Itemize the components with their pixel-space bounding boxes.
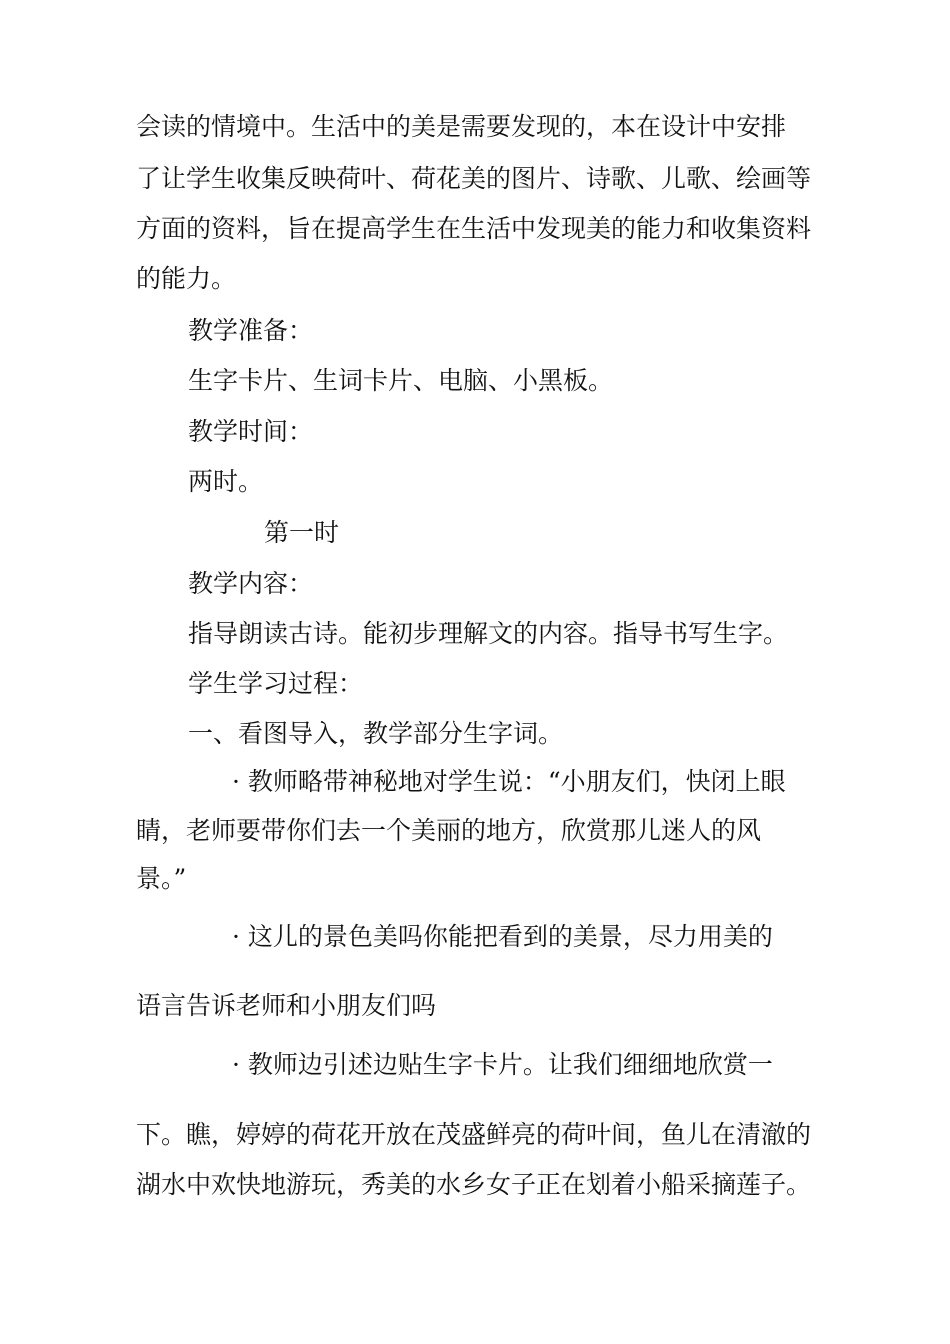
text-line: 下。瞧，婷婷的荷花开放在茂盛鲜亮的荷叶间，鱼儿在清澈的 [136, 1120, 812, 1149]
text-line: 一、看图导入，教学部分生字词。 [188, 719, 564, 748]
text-line: 指导朗读古诗。能初步理解文的内容。指导书写生字。 [188, 619, 789, 648]
section-heading: 教学时间： [188, 417, 314, 446]
text-line: 了让学生收集反映荷叶、荷花美的图片、诗歌、儿歌、绘画等 [136, 164, 812, 193]
text-line: 的能力。 [136, 264, 237, 293]
section-heading: 教学内容： [188, 569, 314, 598]
text-line: · 教师略带神秘地对学生说：“小朋友们，快闭上眼 [232, 767, 786, 796]
text-line: 两时。 [188, 467, 264, 496]
text-line: 景。” [136, 864, 187, 893]
text-line: 湖水中欢快地游玩，秀美的水乡女子正在划着小船采摘莲子。 [136, 1170, 812, 1199]
text-line: · 教师边引述边贴生字卡片。让我们细细地欣赏一 [232, 1050, 773, 1079]
text-line: 睛，老师要带你们去一个美丽的地方，欣赏那儿迷人的风 [136, 816, 762, 845]
text-line: 生字卡片、生词卡片、电脑、小黑板。 [188, 366, 614, 395]
text-line: · 这儿的景色美吗你能把看到的美景，尽力用美的 [232, 922, 773, 951]
text-line: 方面的资料，旨在提高学生在生活中发现美的能力和收集资料 [136, 214, 812, 243]
section-heading: 教学准备： [188, 316, 314, 345]
lesson-title: 第一时 [264, 518, 340, 547]
text-line: 会读的情境中。生活中的美是需要发现的，本在设计中安排 [136, 112, 787, 141]
text-line: 语言告诉老师和小朋友们吗 [136, 991, 437, 1020]
section-heading: 学生学习过程： [188, 669, 364, 698]
